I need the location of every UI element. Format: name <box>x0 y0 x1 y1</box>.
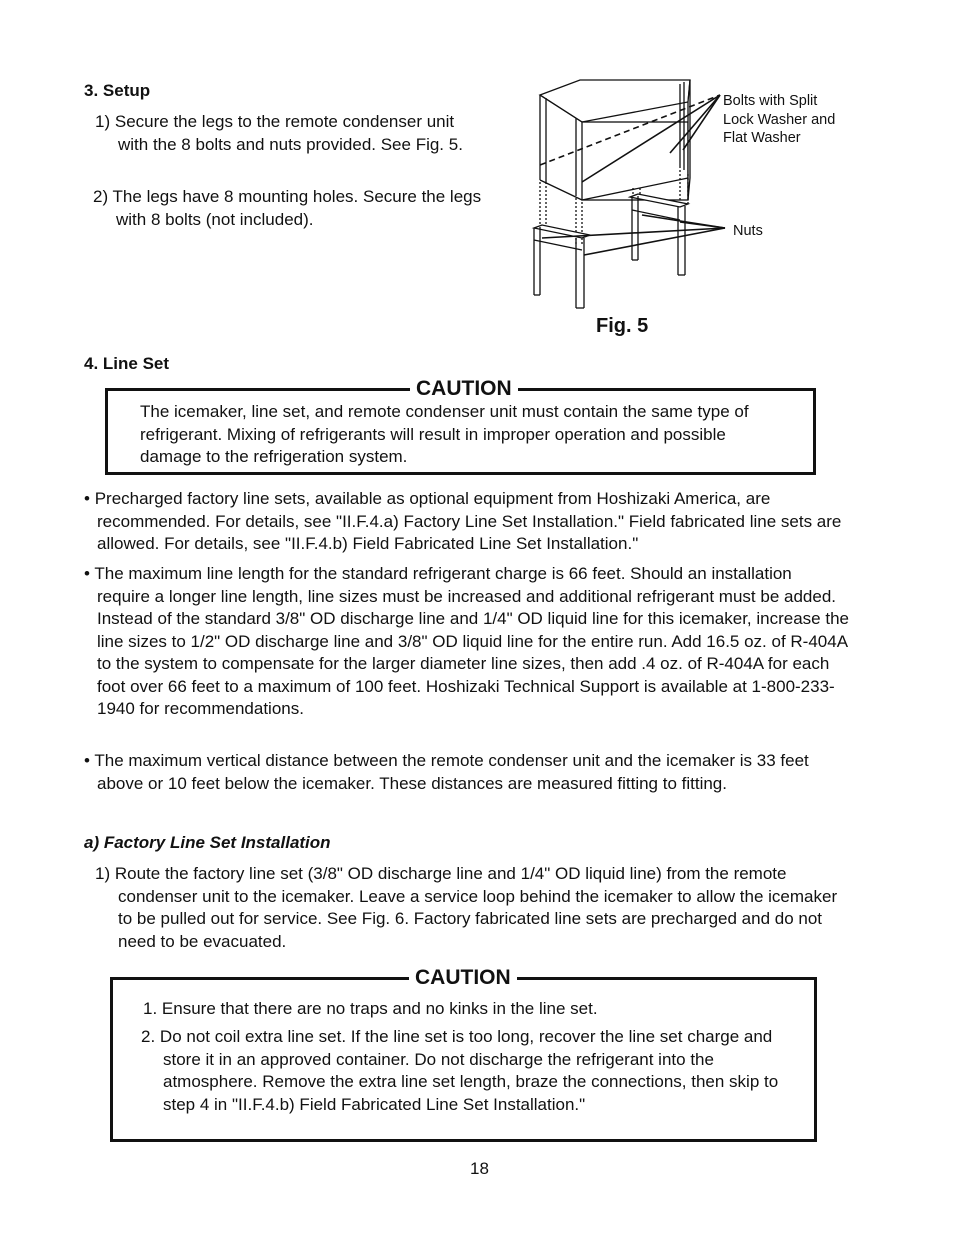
sub-step-1-num: 1) <box>95 864 111 883</box>
bolts-label: Bolts with Split Lock Washer and Flat Washer <box>723 93 836 146</box>
page-number: 18 <box>470 1159 489 1178</box>
lineset-heading: 4. Line Set <box>84 354 170 373</box>
setup-step-2-text: The legs have 8 mounting holes. Secure the legs with 8 bolts (not included). <box>112 187 482 229</box>
caution-item-2-text: Do not coil extra line set. If the line set is too long, recover the line set charge and store it in an approved container. Do not discharge the refrigerant into the atmosphere. Remove the extra line set length, braze the connections, then skip to step 4 in "II.F.4.b) Field Fabricated Line Set Installation." <box>159 1027 779 1114</box>
bullet-3: • The maximum vertical distance between the remote condenser unit and the icemaker is 33 feet above or 10 feet below the icemaker. These distances are measured fitting to fitting. <box>84 751 809 793</box>
setup-step-2-num: 2) <box>93 187 109 206</box>
caution-box-1 <box>105 377 816 475</box>
caution-title-1: CAUTION <box>410 377 518 401</box>
caution-text-1: The icemaker, line set, and remote condenser unit must contain the same type of refrigerant. Mixing of refrigerants will result in improper operation and possible damage to the refrigeration system. <box>140 402 749 466</box>
setup-heading: 3. Setup <box>84 81 151 100</box>
setup-step-2 <box>93 186 488 231</box>
sub-step-1 <box>95 863 848 953</box>
nuts-label: Nuts <box>733 223 763 239</box>
caution-item-1 <box>143 998 803 1021</box>
bullet-3-text: The maximum vertical distance between the remote condenser unit and the icemaker is 33 feet above or 10 feet below the icemaker. These distances are measured fitting to fitting. <box>94 751 809 793</box>
caution-item-2 <box>141 1026 803 1116</box>
bullet-1: • Precharged factory line sets, available as optional equipment from Hoshizaki America, are recommended. For details, see "II.F.4.a) Factory Line Set Installation." Field fabricated line sets are allowed. For details, see "II.F.4.b) Field Fabricated Line Set Installation." <box>84 489 842 553</box>
caution-item-1-text: Ensure that there are no traps and no kinks in the line set. <box>161 999 598 1018</box>
caution-item-2-num: 2. <box>141 1027 156 1046</box>
caution-item-1-num: 1. <box>143 999 158 1018</box>
caution-title-2: CAUTION <box>409 966 517 990</box>
setup-step-1-num: 1) <box>95 112 111 131</box>
bullet-1-text: Precharged factory line sets, available as optional equipment from Hoshizaki America, are recommended. For details, see "II.F.4.a) Factory Line Set Installation." Field fabricated line sets are allowed. For details, see "II.F.4.b) Field Fabricated Line Set Installation." <box>94 489 842 553</box>
caution-box-2 <box>110 966 817 1142</box>
figure-caption: Fig. 5 <box>596 315 649 337</box>
bullet-2: • The maximum line length for the standard refrigerant charge is 66 feet. Should an installation require a longer line length, line sizes must be increased and additional refrigerant must be added. Instead of the standard 3/8" OD discharge line and 1/4" OD liquid line for this icemaker, increase the line sizes to 1/2" OD discharge line and 3/8" OD liquid line for the entire run. Add 16.5 oz. of R-404A to the system to compensate for the larger diameter line sizes, then add .4 oz. of R-404A for each foot over 66 feet to a maximum of 100 feet. Hoshizaki Technical Support is available at 1-800-233-1940 for recommendations. <box>84 564 849 718</box>
bullet-2-text: The maximum line length for the standard refrigerant charge is 66 feet. Should an installation require a longer line length, line sizes must be increased and additional refrigerant must be added. Instead of the standard 3/8" OD discharge line and 1/4" OD liquid line for this icemaker, increase the line sizes to 1/2" OD discharge line and 3/8" OD liquid line for the entire run. Add 16.5 oz. of R-404A to the system to compensate for the larger diameter line sizes, then add .4 oz. of R-404A for each foot over 66 feet to a maximum of 100 feet. Hoshizaki Technical Support is available at 1-800-233-1940 for recommendations. <box>94 564 849 718</box>
setup-step-1-text: Secure the legs to the remote condenser unit with the 8 bolts and nuts provided. See Fig. 5. <box>114 112 463 154</box>
setup-step-1 <box>95 111 488 156</box>
sub-heading: a) Factory Line Set Installation <box>84 833 331 852</box>
sub-step-1-text: Route the factory line set (3/8" OD discharge line and 1/4" OD liquid line) from the remote condenser unit to the icemaker. Leave a service loop behind the icemaker to allow the icemaker to be pulled out for service. See Fig. 6. Factory fabricated line sets are precharged and do not need to be evacuated. <box>114 864 838 951</box>
